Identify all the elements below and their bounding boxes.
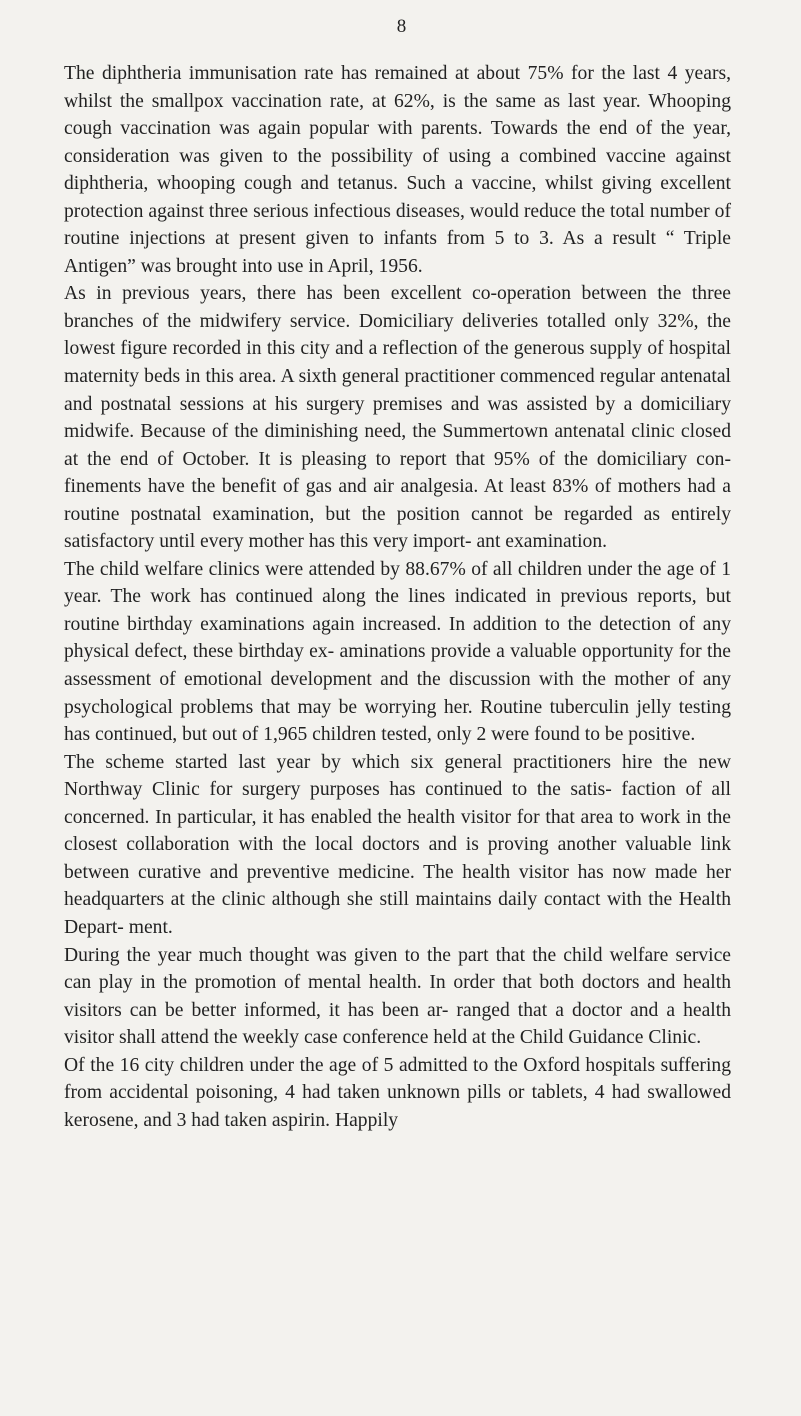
paragraph-midwifery: As in previous years, there has been excellent co-operation between the three branches of the midwifery service. Domiciliary deliveries totalled only 32%, the lowest figure recorded in this city and a reflection of the generous supply of hospital maternity beds in this area. A sixth general practitioner commenced regular antenatal and postnatal sessions at his surgery premises and was assisted by a domiciliary midwife. Because of the diminishing need, the Summertown antenatal clinic closed at the end of October. It is pleasing to report that 95% of the domiciliary con- finements have the benefit of gas and air analgesia. At least 83% of mothers had a routine postnatal examination, but the position cannot be regarded as entirely satisfactory until every mother has this very import- ant examination. bbox=[64, 283, 731, 553]
page-number: 8 bbox=[396, 16, 407, 37]
paragraph-accidental-poisoning: Of the 16 city children under the age of 5 admitted to the Oxford hospitals suffering from accidental poisoning, 4 had taken unknown pills or tablets, 4 had swallowed kerosene, and 3 had taken aspirin. Happily bbox=[64, 1054, 731, 1131]
body-text bbox=[64, 60, 731, 1134]
paragraph-mental-health: During the year much thought was given to the part that the child welfare service can play in the promotion of mental health. In order that both doctors and health visitors can be better informed, it has been ar- ranged that a doctor and a health visitor shall attend the weekly case conference held at the Child Guidance Clinic. bbox=[64, 944, 731, 1049]
paragraph-northway-clinic: The scheme started last year by which six general practitioners hire the new Northway Clinic for surgery purposes has continued to the satis- faction of all concerned. In particular, it has enabled the health visitor for that area to work in the closest collaboration with the local doctors and is proving another valuable link between curative and preventive medicine. The health visitor has now made her headquarters at the clinic although she still maintains daily contact with the Health Depart- ment. bbox=[64, 751, 731, 938]
paragraph-immunisation: The diphtheria immunisation rate has remained at about 75% for the last 4 years, whilst the smallpox vaccination rate, at 62%, is the same as last year. Whooping cough vaccination was again popular with parents. Towards the end of the year, consideration was given to the possibility of using a combined vaccine against diphtheria, whooping cough and tetanus. Such a vaccine, whilst giving excellent protection against three serious infectious diseases, would reduce the total number of routine injections at present given to infants from 5 to 3. As a result “ Triple Antigen” was brought into use in April, 1956. bbox=[64, 63, 731, 277]
paragraph-child-welfare: The child welfare clinics were attended by 88.67% of all children under the age of 1 year. The work has continued along the lines indicated in previous reports, but routine birthday examinations again increased. In addition to the detection of any physical defect, these birthday ex- aminations provide a valuable opportunity for the assessment of emotional development and the discussion with the mother of any psychological problems that may be worrying her. Routine tuberculin jelly testing has continued, but out of 1,965 children tested, only 2 were found to be positive. bbox=[64, 558, 731, 746]
